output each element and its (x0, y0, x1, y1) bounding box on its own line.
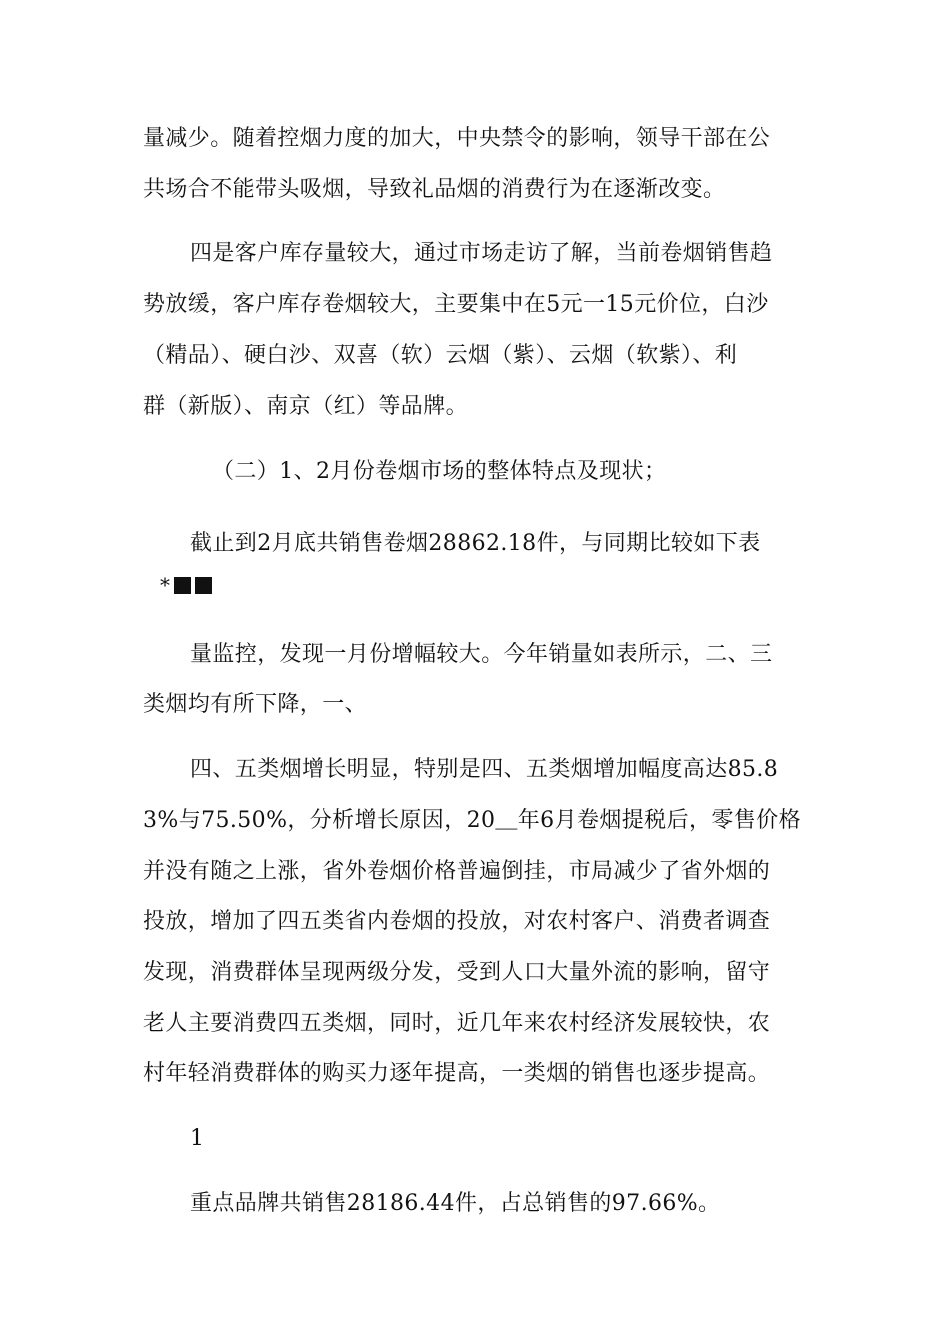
section-heading: （二）1、2月份卷烟市场的整体特点及现状； (212, 459, 667, 484)
redaction-marker (160, 574, 212, 596)
text-line: 村年轻消费群体的购买力逐年提高，一类烟的销售也逐步提高。 (143, 1061, 771, 1086)
asterisk-glyph: * (160, 573, 170, 597)
text-line: 共场合不能带头吸烟，导致礼品烟的消费行为在逐渐改变。 (143, 177, 726, 202)
text-line: 并没有随之上涨，省外卷烟价格普遍倒挂，市局减少了省外烟的 (143, 859, 771, 884)
page-number: 1 (190, 1126, 205, 1151)
text-line: 重点品牌共销售28186.44件，占总销售的97.66%。 (190, 1191, 721, 1216)
text-line: 3%与75.50%，分析增长原因，20＿年6月卷烟提税后，零售价格 (143, 808, 801, 833)
text-line: 截止到2月底共销售卷烟28862.18件，与同期比较如下表 (190, 531, 761, 556)
text-line: （精品）、硬白沙、双喜（软）云烟（紫）、云烟（软紫）、利 (143, 343, 738, 368)
text-line: 群（新版）、南京（红）等品牌。 (143, 394, 469, 419)
text-line: 老人主要消费四五类烟，同时，近几年来农村经济发展较快，农 (143, 1011, 771, 1036)
text-line: 投放，增加了四五类省内卷烟的投放，对农村客户、消费者调查 (143, 909, 771, 934)
black-square-icon (195, 577, 212, 594)
text-line: 势放缓，客户库存卷烟较大，主要集中在5元一15元价位，白沙 (143, 292, 769, 317)
text-line: 量监控，发现一月份增幅较大。今年销量如表所示，二、三 (190, 642, 773, 667)
text-line: 发现，消费群体呈现两级分发，受到人口大量外流的影响，留守 (143, 960, 771, 985)
text-line: 四、五类烟增长明显，特别是四、五类烟增加幅度高达85.8 (190, 757, 779, 782)
text-line: 四是客户库存量较大，通过市场走访了解，当前卷烟销售趋 (190, 241, 773, 266)
text-line: 量减少。随着控烟力度的加大，中央禁令的影响，领导干部在公 (143, 126, 771, 151)
black-square-icon (174, 577, 191, 594)
text-line: 类烟均有所下降，一、 (143, 692, 368, 717)
